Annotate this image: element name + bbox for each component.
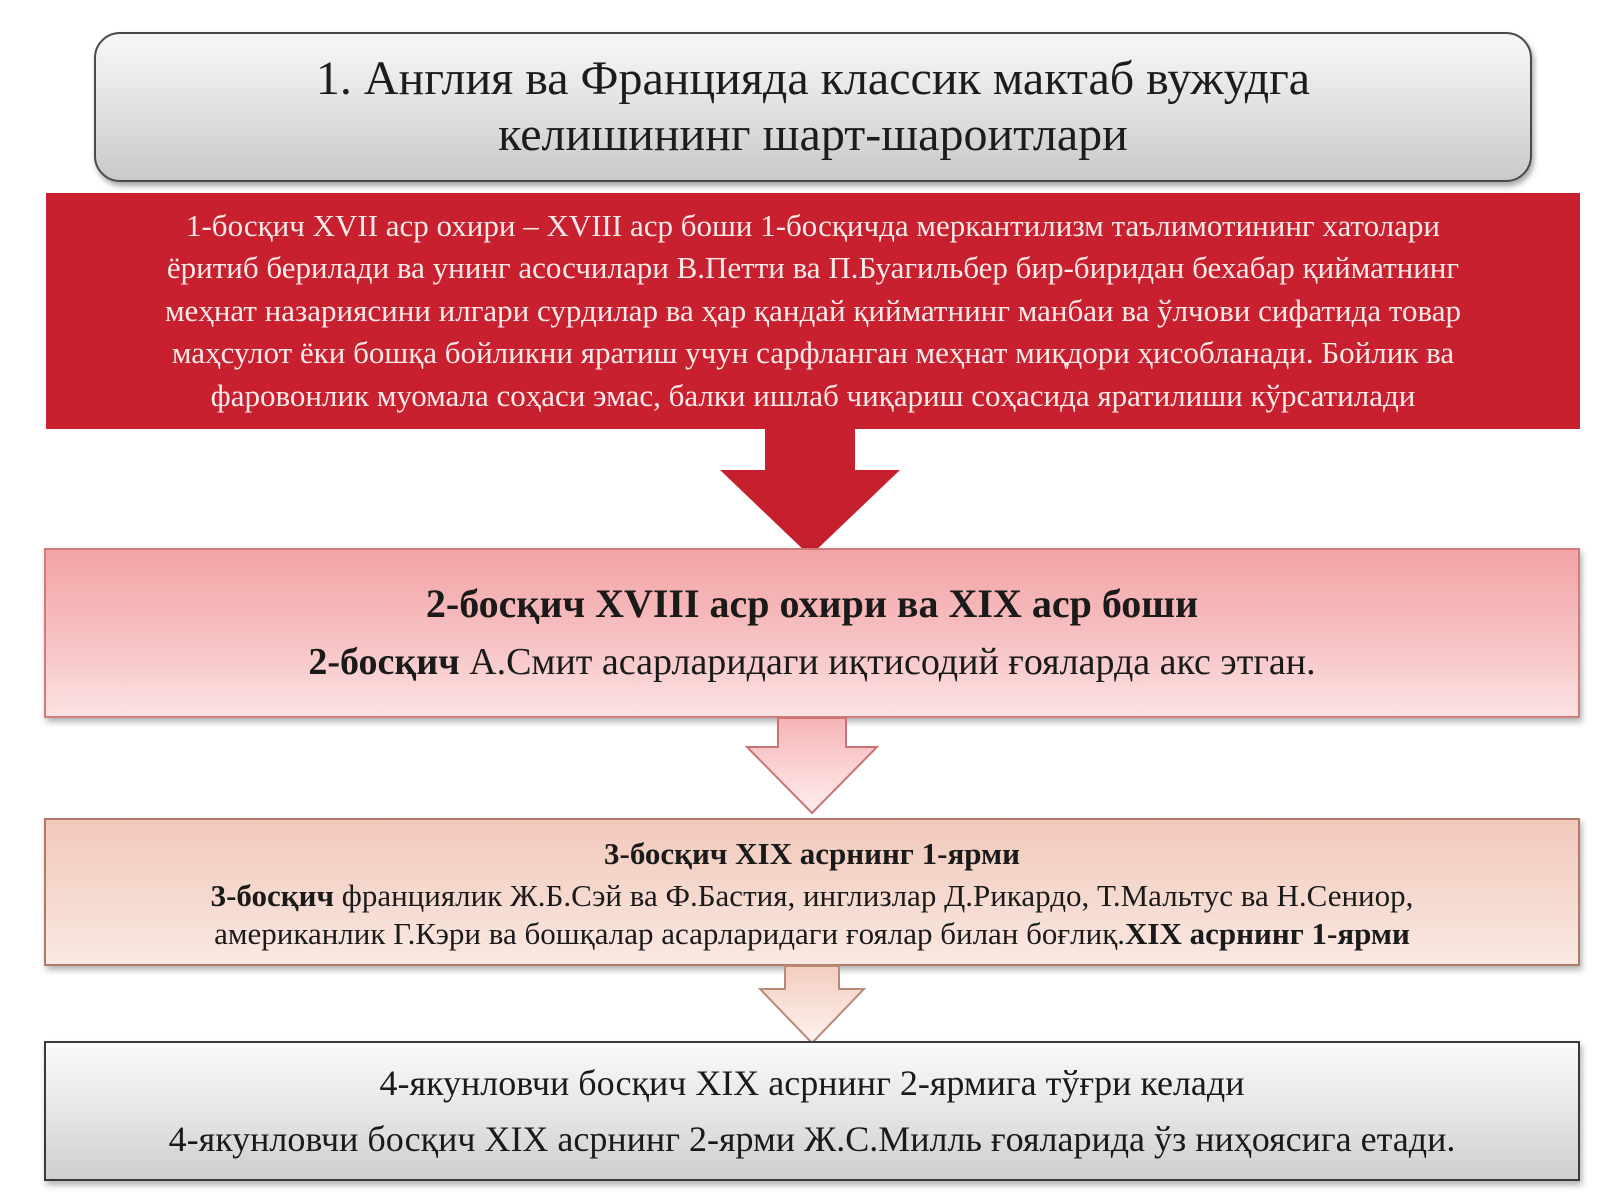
stage-3-line-1-bold: 3-босқич [210,878,334,913]
stage-3-line-1 [211,877,1414,915]
stage-3-heading: 3-босқич XIX асрнинг 1-ярми [604,836,1020,871]
title-box [94,32,1532,182]
arrow-stage1-to-stage2 [720,428,900,558]
stage-4-line-1: 4-якунловчи босқич XIX асрнинг 2-ярмига тўғри келади [379,1063,1245,1103]
stage-3-box [44,818,1580,966]
stage-3-line-2-bold: XIX асрнинг 1-ярми [1125,916,1410,951]
stage-1-line-2: ёритиб берилади ва унинг асосчилари В.Петти ва П.Буагильбер бир-биридан бехабар қийматнинг [166,250,1460,286]
arrow-stage2-to-stage3 [745,717,879,815]
stage-1-line-3: меҳнат назариясини илгари сурдилар ва ҳар қандай қийматнинг манбаи ва ўлчови сифатида товар [164,292,1462,328]
stage-2-text-rest: А.Смит асарларидаги иқтисодий ғояларда акс этган. [459,641,1316,683]
title-line-1: 1. Англия ва Францияда классик мактаб вужудга [315,52,1311,105]
title-line-2: келишининг шарт-шароитлари [498,108,1128,161]
stage-3-line-2 [214,915,1410,953]
arrow-stage3-to-stage4 [758,965,866,1045]
stage-1-line-5: фаровонлик муомала соҳаси эмас, балки ишлаб чиқариш соҳасида яратилиши кўрсатилади [210,377,1416,413]
stage-1-line-1: 1-босқич XVII аср охири – XVIII аср боши 1-босқичда меркантилизм таълимотининг хатолари [185,207,1440,243]
stage-3-line-2-rest: американлик Г.Кэри ва бошқалар асарларидаги ғоялар билан боғлиқ. [214,916,1126,951]
stage-4-line-2: 4-якунловчи босқич XIX асрнинг 2-ярми Ж.С.Милль ғояларида ўз ниҳоясига етади. [168,1119,1456,1159]
stage-4-box [44,1041,1580,1181]
stage-2-text-bold: 2-босқич [308,641,460,683]
stage-2-box [44,548,1580,718]
stage-1-box [46,193,1580,429]
stage-2-heading: 2-босқич XVIII аср охири ва XIX аср боши [425,581,1199,626]
stage-3-line-1-rest: франциялик Ж.Б.Сэй ва Ф.Бастия, инглизлар Д.Рикардо, Т.Мальтус ва Н.Сениор, [334,878,1414,913]
stage-1-line-4: маҳсулот ёки бошқа бойликни яратиш учун сарфланган меҳнат миқдори ҳисобланади. Бойлик ва [171,335,1455,371]
stage-2-text [308,633,1315,691]
